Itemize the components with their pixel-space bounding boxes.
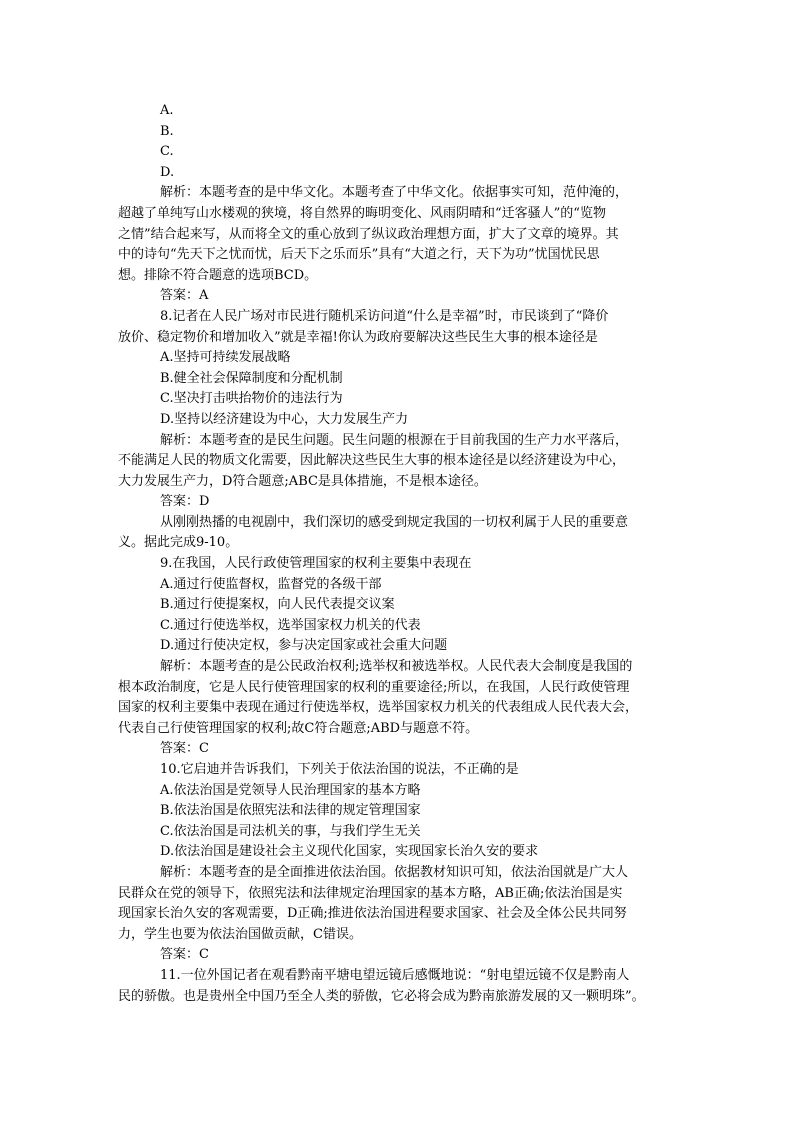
q10-stem: 10.它启迪并告诉我们，下列关于依法治国的说法，不正确的是 [160,762,519,777]
q9-answer: 答案：C [160,741,209,757]
q7-analysis-line-4: 中的诗句“先天下之忧而忧，后天下之乐而乐”具有“大道之行，天下为功”忧国忧民思 [118,247,600,263]
q10-analysis-line-3: 现国家长治久安的客观需要，D正确;推进依法治国进程要求国家、社会及全体公民共同努 [118,906,627,922]
q9-analysis-line-2: 根本政治制度，它是人民行使管理国家的权利的重要途径;所以，在我国，人民行政使管理 [118,679,630,695]
q10-answer: 答案：C [160,947,209,963]
intro-line-2: 义。据此完成9-10。 [118,535,239,551]
intro-line-1: 从刚刚热播的电视剧中，我们深切的感受到规定我国的一切权利属于人民的重要意 [160,514,629,530]
q10-option-c: C.依法治国是司法机关的事，与我们学生无关 [160,823,421,839]
q9-option-a: A.通过行使监督权，监督党的各级干部 [160,576,382,592]
q7-option-c: C. [160,144,174,160]
q8-option-a: A.坚持可持续发展战略 [160,350,291,366]
q7-option-a: A. [160,103,174,118]
q11-stem-line-1: 11.一位外国记者在观看黔南平塘电望远镜后感慨地说：“射电望远镜不仅是黔南人 [160,967,630,983]
q7-analysis-line-3: 之情”结合起来写，从而将全文的重心放到了纵议政治理想方面，扩大了文章的境界。其 [118,226,619,242]
q7-answer: 答案：A [160,288,209,304]
q9-analysis-line-4: 代表自己行使管理国家的权利;故C符合题意;ABD与题意不符。 [118,720,479,736]
q10-analysis-line-4: 力，学生也要为依法治国做贡献，C错误。 [118,926,362,942]
q10-option-d: D.依法治国是建设社会主义现代化国家，实现国家长治久安的要求 [160,844,539,860]
q8-analysis-line-2: 不能满足人民的物质文化需要，因此解决这些民生大事的根本途径是以经济建设为中心， [118,453,626,469]
q8-option-d: D.坚持以经济建设为中心，大力发展生产力 [160,411,409,427]
q8-option-c: C.坚决打击哄抬物价的违法行为 [160,391,343,407]
q9-analysis-line-1: 解析：本题考查的是公民政治权利;选举权和被选举权。人民代表大会制度是我国的 [160,659,633,675]
q7-analysis-line-2: 超越了单纯写山水楼观的狭境，将自然界的晦明变化、风雨阴晴和“迁客骚人”的“览物 [118,205,606,221]
document-body [118,101,684,1007]
q8-answer: 答案：D [160,494,210,510]
q9-stem: 9.在我国，人民行政使管理国家的权利主要集中表现在 [160,556,472,572]
q9-option-b: B.通过行使提案权，向人民代表提交议案 [160,597,395,613]
q9-option-d: D.通过行使决定权，参与决定国家或社会重大问题 [160,638,448,654]
q9-analysis-line-3: 国家的权利主要集中表现在通过行使选举权，选举国家权力机关的代表组成人民代表大会， [118,700,639,716]
q7-analysis-line-5: 想。排除不符合题意的选项BCD。 [118,267,318,283]
q8-stem-line-1: 8.记者在人民广场对市民进行随机采访问道“什么是幸福”时，市民谈到了“降价 [160,308,609,324]
q10-analysis-line-2: 民群众在党的领导下，依照宪法和法律规定治理国家的基本方略，AB正确;依法治国是实 [118,885,623,901]
q11-stem-line-2: 民的骄傲。也是贵州全中国乃至全人类的骄傲，它必将会成为黔南旅游发展的又一颗明珠”。 [118,988,645,1004]
q7-option-b: B. [160,123,174,139]
q8-analysis-line-1: 解析：本题考查的是民生问题。民生问题的根源在于目前我国的生产力水平落后， [160,432,629,448]
q10-analysis-line-1: 解析：本题考查的是全面推进依法治国。依据教材知识可知，依法治国就是广大人 [160,864,629,880]
q8-stem-line-2: 放价、稳定物价和增加收入”就是幸福!你认为政府要解决这些民生大事的根本途径是 [118,329,598,345]
q7-option-d: D. [160,164,175,180]
q10-option-a: A.依法治国是党领导人民治理国家的基本方略 [160,782,421,798]
q8-option-b: B.健全社会保障制度和分配机制 [160,370,343,386]
q9-option-c: C.通过行使选举权，选举国家权力机关的代表 [160,617,421,633]
q7-analysis-line-1: 解析：本题考查的是中华文化。本题考查了中华文化。依据事实可知，范仲淹的， [160,185,629,201]
q10-option-b: B.依法治国是依照宪法和法律的规定管理国家 [160,803,421,819]
q8-analysis-line-3: 大力发展生产力，D符合题意;ABC是具体措施，不是根本途径。 [118,473,487,489]
